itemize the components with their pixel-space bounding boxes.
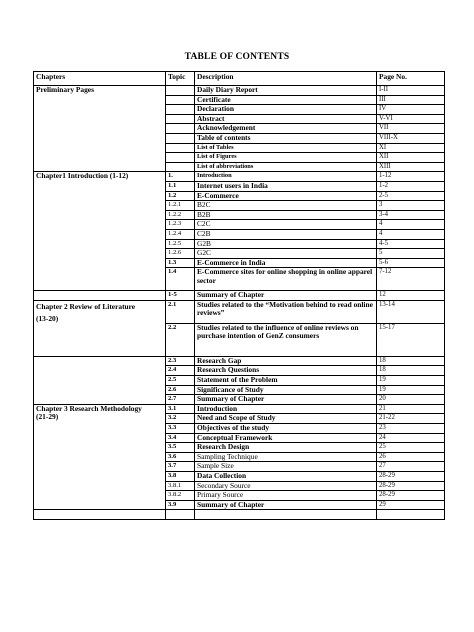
topic-cell: 1.3 xyxy=(166,258,195,268)
empty-cell xyxy=(195,510,377,520)
topic-cell: 1.2.5 xyxy=(166,239,195,249)
table-header-row xyxy=(34,72,445,86)
description-cell: List of Tables xyxy=(195,143,377,153)
topic-cell: 3.7 xyxy=(166,462,195,472)
page-cell: 19 xyxy=(377,376,445,386)
page-title: TABLE OF CONTENTS xyxy=(184,52,290,62)
topic-cell xyxy=(166,153,195,163)
header-chapters: Chapters xyxy=(34,72,166,86)
description-cell: Acknowledgement xyxy=(195,124,377,134)
topic-cell: 2.1 xyxy=(166,300,195,323)
page-cell: 5 xyxy=(377,249,445,259)
page-cell: 28-29 xyxy=(377,491,445,501)
topic-cell: 3.4 xyxy=(166,433,195,443)
topic-cell: 1.2.3 xyxy=(166,220,195,230)
page-cell: 4-5 xyxy=(377,239,445,249)
page-cell: III xyxy=(377,95,445,105)
topic-cell: 3.8 xyxy=(166,472,195,482)
page-cell: I-II xyxy=(377,86,445,96)
description-cell: Summary of Chapter xyxy=(195,395,377,405)
table-row xyxy=(34,172,445,182)
description-cell: C2B xyxy=(195,229,377,239)
topic-cell: 1.2.2 xyxy=(166,210,195,220)
description-cell: Conceptual Framework xyxy=(195,433,377,443)
topic-cell: 1.2.6 xyxy=(166,249,195,259)
page-cell: 27 xyxy=(377,462,445,472)
topic-cell: 3.8.1 xyxy=(166,481,195,491)
description-cell: B2C xyxy=(195,201,377,211)
page-cell: 23 xyxy=(377,424,445,434)
topic-cell: 2.5 xyxy=(166,376,195,386)
topic-cell: 1.2.4 xyxy=(166,229,195,239)
page-cell: 28-29 xyxy=(377,472,445,482)
description-cell: Table of contents xyxy=(195,133,377,143)
chapter-cell-empty xyxy=(34,356,166,404)
page-cell: VII xyxy=(377,124,445,134)
page-cell: 1-2 xyxy=(377,181,445,191)
description-cell: C2C xyxy=(195,220,377,230)
description-cell: Daily Diary Report xyxy=(195,86,377,96)
description-cell: Introduction xyxy=(195,404,377,414)
description-cell: Studies related to the influence of online reviews on purchase intention of GenZ consumers xyxy=(195,323,377,356)
topic-cell: 3.2 xyxy=(166,414,195,424)
description-cell: Certificate xyxy=(195,95,377,105)
description-cell: Statement of the Problem xyxy=(195,376,377,386)
description-cell: E-Commerce in India xyxy=(195,258,377,268)
description-cell: Introduction xyxy=(195,172,377,182)
topic-cell: 1-5 xyxy=(166,291,195,301)
page-cell: 3 xyxy=(377,201,445,211)
description-cell: E-Commerce sites for online shopping in online apparel sector xyxy=(195,268,377,291)
page-cell: 24 xyxy=(377,433,445,443)
description-cell: G2C xyxy=(195,249,377,259)
page-cell: 5-6 xyxy=(377,258,445,268)
description-cell: Declaration xyxy=(195,105,377,115)
page-cell: 2-5 xyxy=(377,191,445,201)
topic-cell: 1. xyxy=(166,172,195,182)
description-cell: E-Commerce xyxy=(195,191,377,201)
description-cell: Secondary Source xyxy=(195,481,377,491)
topic-cell: 2.2 xyxy=(166,323,195,356)
header-topic: Topic xyxy=(166,72,195,86)
topic-cell xyxy=(166,124,195,134)
description-cell: Studies related to the “Motivation behind to read online reviews” xyxy=(195,300,377,323)
description-cell: Sample Size xyxy=(195,462,377,472)
description-cell: Internet users in India xyxy=(195,181,377,191)
chapter-3-range: (21-29) xyxy=(36,412,59,422)
page-cell: 18 xyxy=(377,356,445,366)
topic-cell xyxy=(166,105,195,115)
page-cell: 29 xyxy=(377,500,445,510)
page-cell: 25 xyxy=(377,443,445,453)
table-row xyxy=(34,404,445,414)
description-cell: Summary of Chapter xyxy=(195,291,377,301)
topic-cell: 3.1 xyxy=(166,404,195,414)
chapter-cell-ch3 xyxy=(34,404,166,510)
description-cell: Research Design xyxy=(195,443,377,453)
empty-cell xyxy=(377,510,445,520)
description-cell: Significance of Study xyxy=(195,385,377,395)
topic-cell: 2.7 xyxy=(166,395,195,405)
description-cell: Abstract xyxy=(195,114,377,124)
topic-cell: 1.4 xyxy=(166,268,195,291)
description-cell: Research Questions xyxy=(195,366,377,376)
description-cell: List of abbreviations xyxy=(195,162,377,172)
topic-cell xyxy=(166,143,195,153)
description-cell: Objectives of the study xyxy=(195,424,377,434)
page-cell: VIII-X xyxy=(377,133,445,143)
chapter-cell-empty xyxy=(34,291,166,301)
toc-table xyxy=(33,71,445,520)
page-cell: 4 xyxy=(377,220,445,230)
topic-cell: 1.2.1 xyxy=(166,201,195,211)
description-cell: Need and Scope of Study xyxy=(195,414,377,424)
table-row xyxy=(34,291,445,301)
page-cell: 21-22 xyxy=(377,414,445,424)
chapter-2-range: (13-20) xyxy=(36,314,59,324)
chapter-cell-prelim: Preliminary Pages xyxy=(34,86,166,172)
description-cell: Summary of Chapter xyxy=(195,500,377,510)
topic-cell xyxy=(166,95,195,105)
page-cell: XI xyxy=(377,143,445,153)
page-cell: V-VI xyxy=(377,114,445,124)
chapter-cell-ch1: Chapter1 Introduction (1-12) xyxy=(34,172,166,291)
empty-cell xyxy=(34,510,166,520)
description-cell: List of Figures xyxy=(195,153,377,163)
page-cell: 28-29 xyxy=(377,481,445,491)
page-cell: 15-17 xyxy=(377,323,445,356)
topic-cell: 3.9 xyxy=(166,500,195,510)
topic-cell: 3.5 xyxy=(166,443,195,453)
topic-cell: 3.6 xyxy=(166,452,195,462)
chapter-2-title: Chapter 2 Review of Literature xyxy=(36,301,136,311)
empty-cell xyxy=(166,510,195,520)
topic-cell: 2.4 xyxy=(166,366,195,376)
header-description: Description xyxy=(195,72,377,86)
description-cell: G2B xyxy=(195,239,377,249)
table-row xyxy=(34,356,445,366)
page-cell: XIII xyxy=(377,162,445,172)
topic-cell: 2.6 xyxy=(166,385,195,395)
page-cell: 13-14 xyxy=(377,300,445,323)
header-page: Page No. xyxy=(377,72,445,86)
table-row-empty xyxy=(34,510,445,520)
topic-cell xyxy=(166,86,195,96)
page-cell: 12 xyxy=(377,291,445,301)
topic-cell: 1.2 xyxy=(166,191,195,201)
topic-cell: 1.1 xyxy=(166,181,195,191)
page-cell: 26 xyxy=(377,452,445,462)
topic-cell xyxy=(166,133,195,143)
page-cell: 18 xyxy=(377,366,445,376)
description-cell: Research Gap xyxy=(195,356,377,366)
description-cell: Data Collection xyxy=(195,472,377,482)
description-cell: B2B xyxy=(195,210,377,220)
page-cell: 3-4 xyxy=(377,210,445,220)
page-cell: IV xyxy=(377,105,445,115)
table-row xyxy=(34,300,445,323)
topic-cell xyxy=(166,162,195,172)
table-row xyxy=(34,86,445,96)
page-cell: XII xyxy=(377,153,445,163)
page-cell: 19 xyxy=(377,385,445,395)
topic-cell: 2.3 xyxy=(166,356,195,366)
topic-cell xyxy=(166,114,195,124)
chapter-3-title: Chapter 3 Research Methodology xyxy=(36,404,142,413)
description-cell: Primary Source xyxy=(195,491,377,501)
chapter-cell-ch2 xyxy=(34,300,166,356)
page-cell: 7-12 xyxy=(377,268,445,291)
page-cell: 21 xyxy=(377,404,445,414)
topic-cell: 3.3 xyxy=(166,424,195,434)
page-cell: 20 xyxy=(377,395,445,405)
page-cell: 1-12 xyxy=(377,172,445,182)
page-cell: 4 xyxy=(377,229,445,239)
topic-cell: 3.8.2 xyxy=(166,491,195,501)
description-cell: Sampling Technique xyxy=(195,452,377,462)
